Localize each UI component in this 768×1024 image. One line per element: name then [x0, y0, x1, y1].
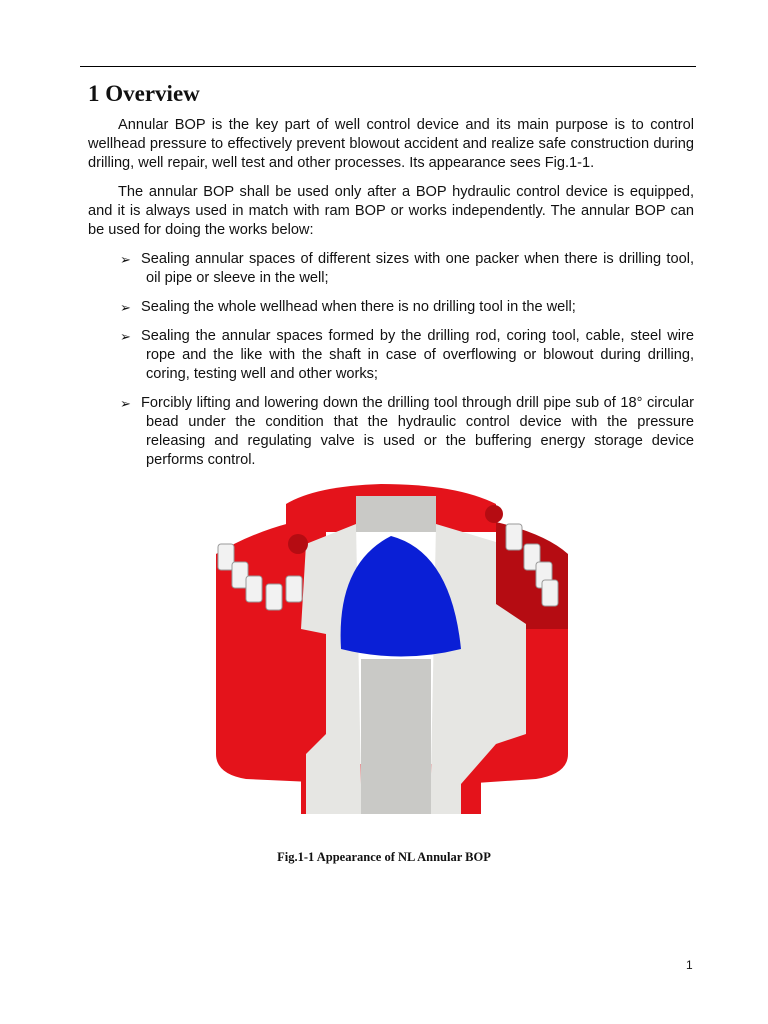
header-rule: [80, 66, 696, 67]
paragraph: The annular BOP shall be used only after a BOP hydraulic control device is equipped, and it is always used in match with ram BOP or works independently. The annular BOP can be used for doing the works below:: [88, 184, 694, 238]
arrow-bullet-icon: ➢: [120, 396, 131, 411]
list-item: [88, 298, 694, 317]
bop-cutaway-drawing: [206, 484, 576, 824]
list-item: [88, 250, 694, 288]
bop-illustration: [206, 484, 576, 824]
list-item-text: Sealing the annular spaces formed by the drilling rod, coring tool, cable, steel wire rope and the like with the shaft in case of overflowing or blowout during drilling, coring, testing well and other works;: [141, 328, 694, 382]
arrow-bullet-icon: ➢: [120, 252, 131, 267]
list-item-text: Forcibly lifting and lowering down the drilling tool through drill pipe sub of 18° circular bead under the condition that the hydraulic control device with the pressure releasing and regulating valve is used or the buffering energy storage device performs control.: [141, 395, 694, 468]
list-item: [88, 394, 694, 470]
list-item: [88, 327, 694, 384]
bullet-list: [88, 250, 694, 470]
lifting-lug-right: [485, 505, 503, 523]
lifting-lug-left: [288, 534, 308, 554]
bop-top-bore: [356, 496, 436, 532]
arrow-bullet-icon: ➢: [120, 300, 131, 315]
page-number: 1: [686, 958, 693, 972]
body-text: [88, 116, 694, 480]
paragraph: Annular BOP is the key part of well control device and its main purpose is to control wellhead pressure to effectively prevent blowout accident and realize safe construction during drilling, well repair, well test and other processes. Its appearance sees Fig.1-1.: [88, 117, 694, 171]
bop-central-bore: [361, 659, 431, 814]
list-item-text: Sealing annular spaces of different sizes with one packer when there is drilling tool, oil pipe or sleeve in the well;: [141, 251, 694, 286]
section-heading: 1 Overview: [88, 81, 200, 106]
list-item-text: Sealing the whole wellhead when there is no drilling tool in the well;: [141, 299, 576, 315]
figure-caption: Fig.1-1 Appearance of NL Annular BOP: [277, 850, 491, 864]
arrow-bullet-icon: ➢: [120, 329, 131, 344]
